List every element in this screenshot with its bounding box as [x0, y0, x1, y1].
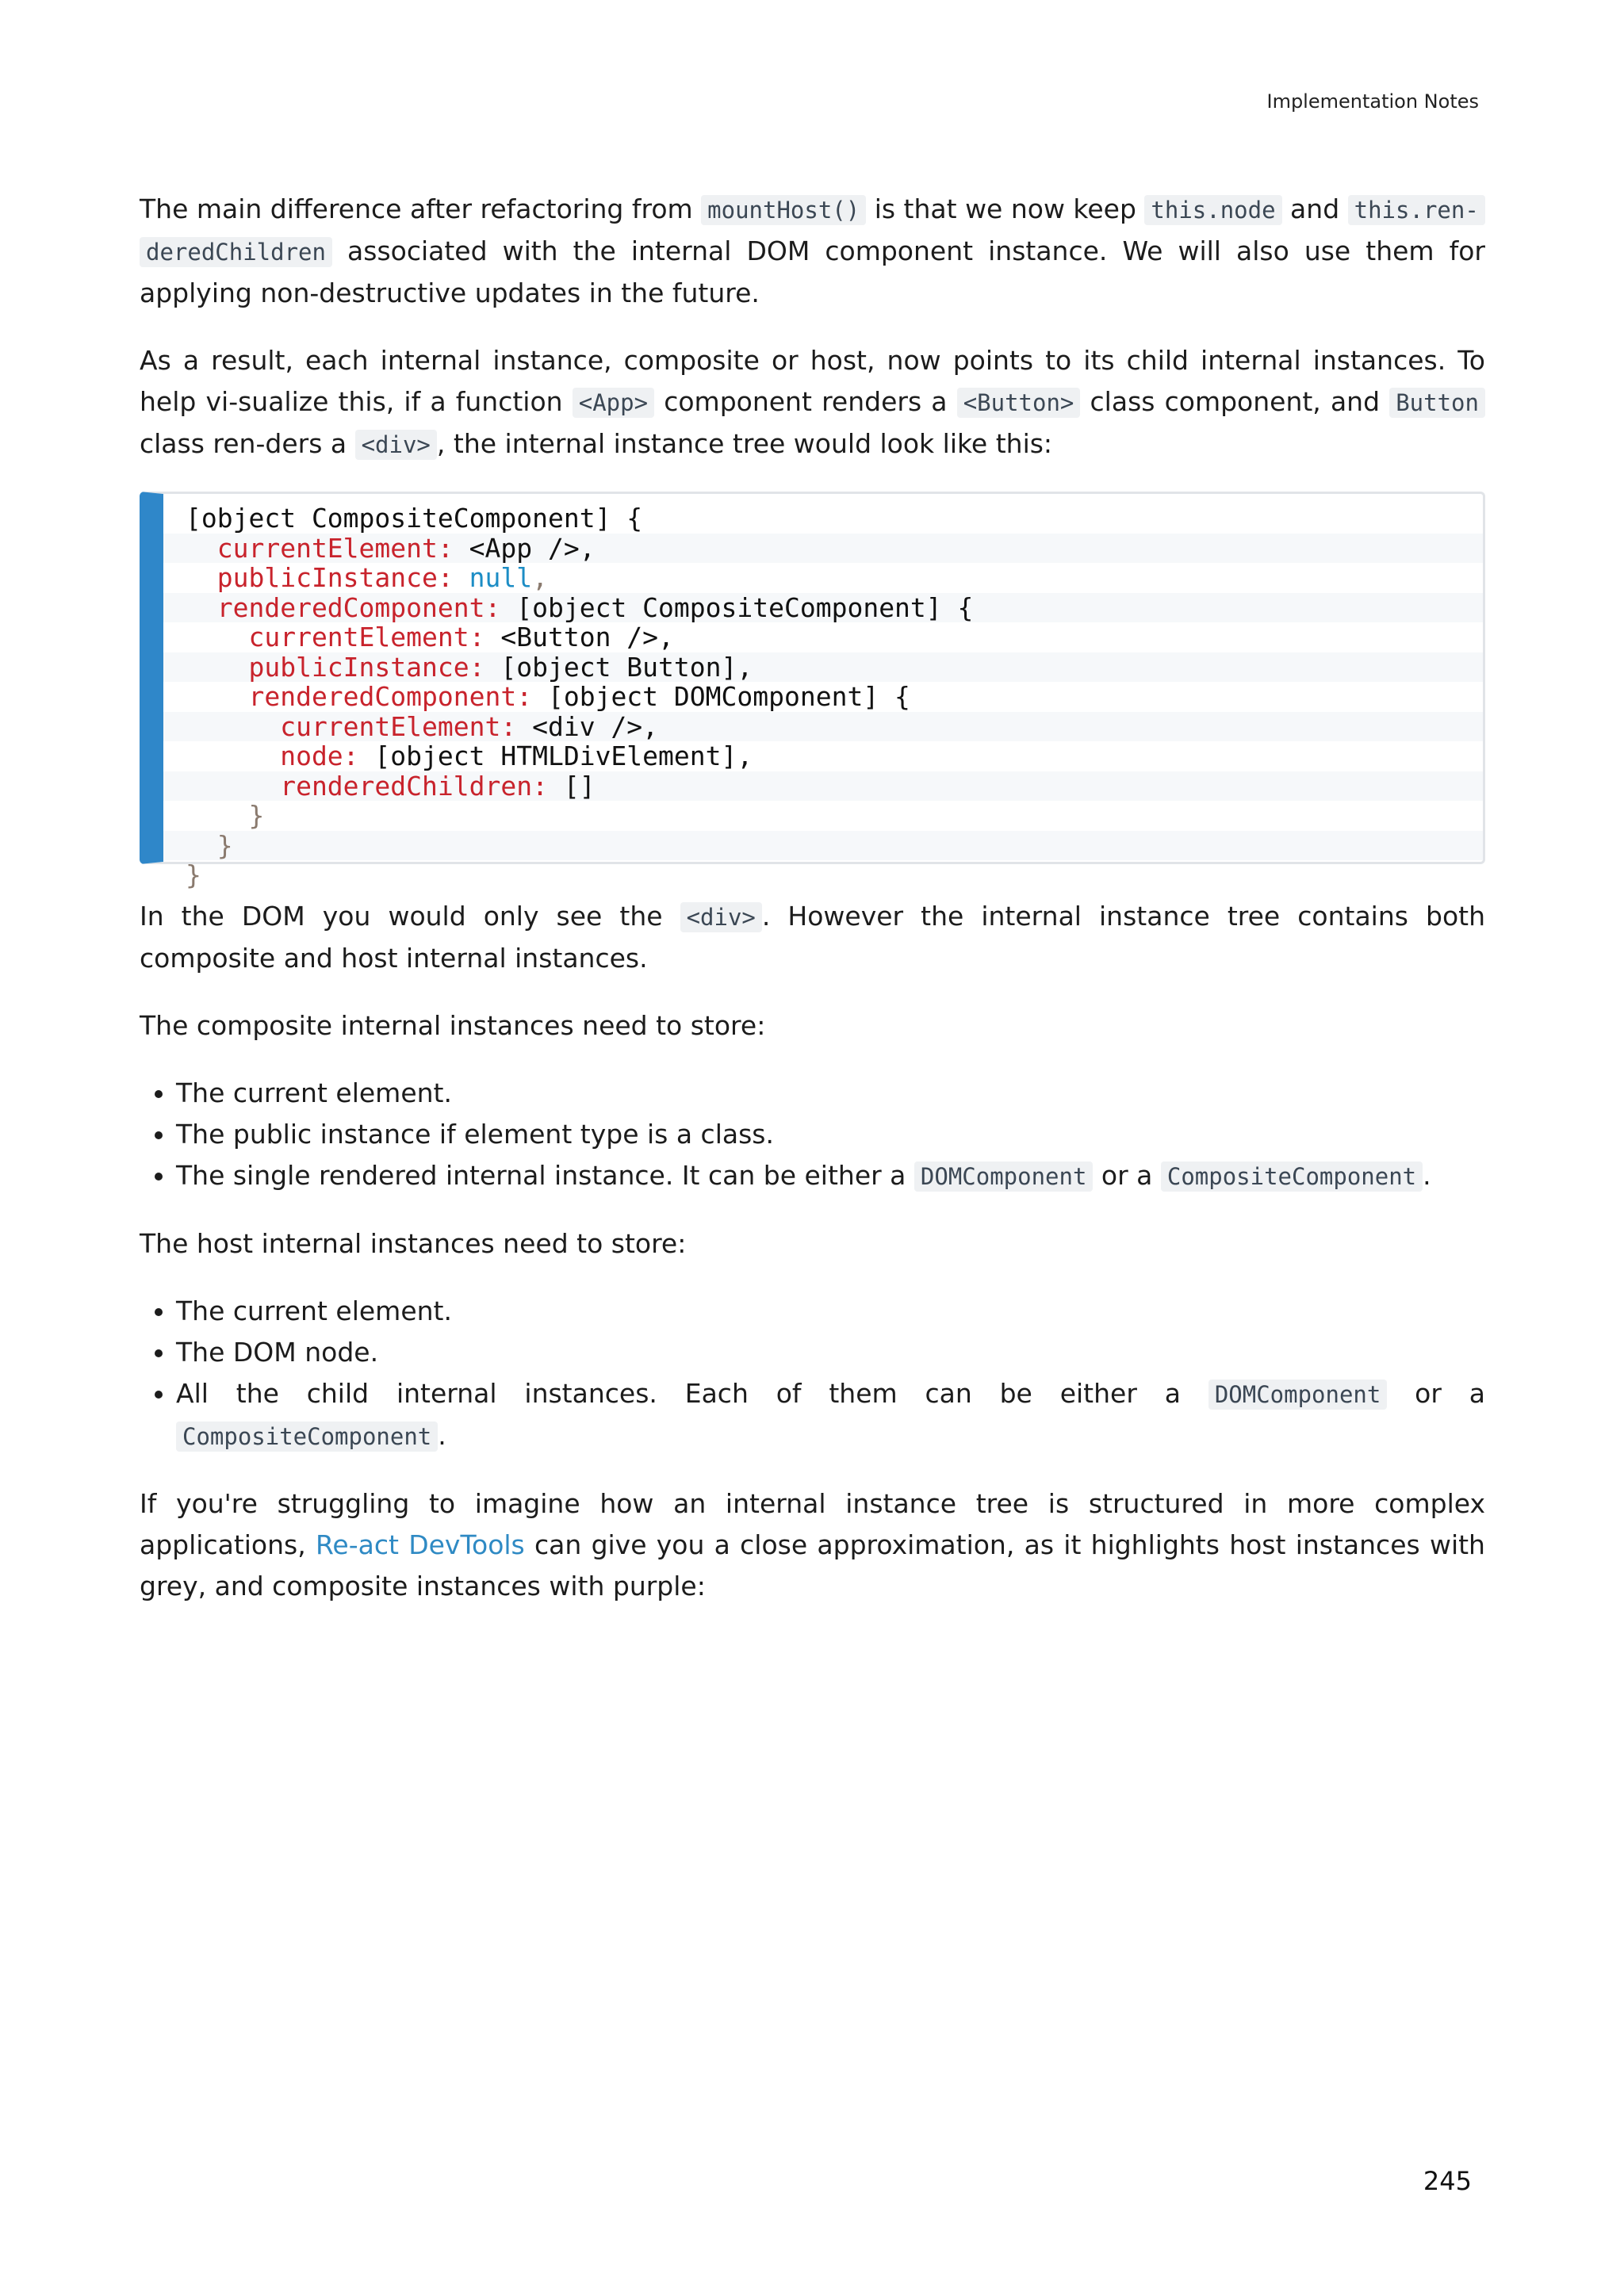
list-host-fields — [140, 1291, 1485, 1457]
code-line — [163, 741, 1483, 771]
text: . — [438, 1420, 446, 1451]
list-item: • The DOM node. — [176, 1332, 1485, 1373]
code-value: <App />, — [469, 532, 596, 564]
text: . — [1423, 1160, 1431, 1191]
code-value: [object DOMComponent] { — [547, 681, 910, 712]
code-key: currentElement: — [186, 622, 501, 652]
inline-code-div: <div> — [680, 902, 762, 932]
inline-code-button: Button — [1389, 388, 1485, 418]
text: All the child internal instances. Each of them can be either a — [176, 1378, 1208, 1409]
paragraph-host-store: The host internal instances need to store: — [140, 1228, 687, 1259]
text: class ren-ders a — [140, 428, 355, 459]
text: The single rendered internal instance. It can be either a — [176, 1160, 914, 1191]
text: or a — [1093, 1160, 1161, 1191]
code-line — [163, 563, 1483, 593]
code-line — [163, 712, 1483, 742]
text: If you're struggling to imagine how an internal instance tree is structured in more complex applications, — [140, 1488, 1485, 1560]
code-punct: } — [186, 859, 201, 890]
code-value: <Button />, — [500, 622, 674, 652]
code-line — [163, 503, 1483, 534]
paragraph-dom — [140, 896, 1485, 979]
code-punct: , — [532, 562, 548, 593]
code-key: publicInstance: — [186, 562, 469, 593]
code-key: node: — [186, 740, 375, 771]
code-line — [163, 593, 1483, 623]
inline-code-rendered-children-a: this.ren- — [1348, 195, 1485, 225]
code-value: [] — [563, 770, 596, 802]
code-line — [163, 622, 1483, 652]
code-punct: } — [186, 800, 265, 831]
code-value: null — [469, 562, 533, 593]
code-key: currentElement: — [186, 532, 469, 564]
code-line — [163, 771, 1483, 802]
inline-code-mounthost: mountHost() — [701, 195, 866, 225]
inline-code-this-node: this.node — [1144, 195, 1281, 225]
text: and — [1281, 193, 1348, 224]
code-line — [163, 831, 1483, 861]
code-value: [object CompositeComponent] { — [516, 591, 974, 623]
text: , the internal instance tree would look like this: — [436, 428, 1053, 459]
inline-code-compositecomponent: CompositeComponent — [1161, 1161, 1423, 1192]
list-item — [176, 1155, 1485, 1197]
text: class component, and — [1080, 386, 1390, 417]
code-line — [163, 652, 1483, 683]
inline-code-compositecomponent: CompositeComponent — [176, 1422, 438, 1452]
paragraph-result — [140, 340, 1485, 465]
text: In the DOM you would only see the — [140, 901, 680, 932]
inline-code-app: <App> — [573, 388, 654, 418]
text: can give you a close approximation, as it highlights host instances with grey, and composite instances with purple: — [140, 1529, 1485, 1601]
text: component renders a — [654, 386, 957, 417]
code-key: renderedChildren: — [186, 770, 564, 802]
code-line — [163, 682, 1483, 712]
text: As a result, each internal instance, composite or host, now points to its child internal instances. To help vi-sualize this, if a function — [140, 345, 1485, 417]
paragraph-refactor — [140, 189, 1485, 314]
code-value: <div />, — [532, 710, 659, 742]
text: The main difference after refactoring from — [140, 193, 702, 224]
inline-code-button-tag: <Button> — [957, 388, 1081, 418]
list-item: • The current element. — [176, 1073, 1485, 1114]
list-composite-fields — [140, 1073, 1485, 1197]
paragraph-devtools — [140, 1483, 1485, 1607]
paragraph-composite-store: The composite internal instances need to store: — [140, 1010, 766, 1041]
text: . However the internal instance tree contains both composite and host internal instances. — [140, 901, 1485, 974]
list-item: • The current element. — [176, 1291, 1485, 1332]
list-item — [176, 1373, 1485, 1457]
code-line — [163, 534, 1483, 564]
inline-code-div: <div> — [355, 430, 437, 460]
code-key: renderedComponent: — [186, 591, 517, 623]
code-value: [object HTMLDivElement], — [374, 740, 753, 771]
code-punct: } — [186, 829, 233, 861]
code-block — [140, 492, 1485, 890]
inline-code-domcomponent: DOMComponent — [1208, 1380, 1388, 1410]
react-devtools-link[interactable]: Re-act DevTools — [315, 1529, 525, 1560]
page-number: 245 — [1423, 2166, 1472, 2196]
code-value: [object Button], — [500, 651, 753, 683]
text: is that we now keep — [866, 193, 1145, 224]
running-header: Implementation Notes — [1266, 90, 1479, 113]
code-text: [object CompositeComponent] { — [186, 503, 643, 534]
text: associated with the internal DOM component instance. We will also use them for applying non-destructive updates in the future. — [140, 235, 1485, 308]
text: or a — [1387, 1378, 1485, 1409]
inline-code-domcomponent: DOMComponent — [914, 1161, 1094, 1192]
code-key: currentElement: — [186, 710, 533, 742]
code-line — [163, 860, 1483, 890]
code-line — [163, 801, 1483, 831]
page-content — [140, 189, 1485, 1633]
code-key: renderedComponent: — [186, 681, 548, 712]
inline-code-rendered-children-b: deredChildren — [140, 237, 332, 267]
list-item: • The public instance if element type is a class. — [176, 1114, 1485, 1155]
code-key: publicInstance: — [186, 651, 501, 683]
